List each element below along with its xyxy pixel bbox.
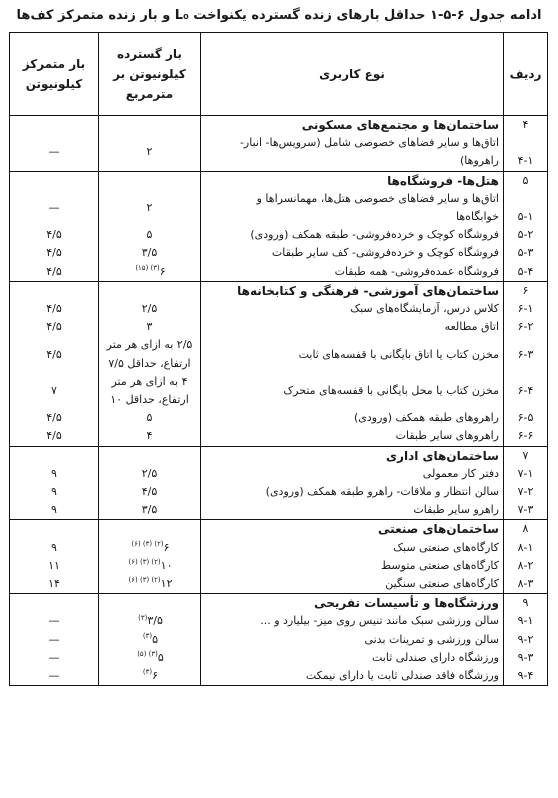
table-row bbox=[10, 190, 548, 226]
section-sports bbox=[10, 594, 548, 686]
usage-type: مخزن کتاب یا اتاق بایگانی با قفسه‌های ثابت bbox=[201, 336, 504, 372]
distributed-load: ۳/۵ bbox=[99, 501, 201, 520]
concentrated-load: — bbox=[10, 649, 99, 667]
table-row bbox=[10, 631, 548, 649]
distributed-load: ۶$^{(۳)}$ bbox=[99, 667, 201, 686]
row-number: ۹ bbox=[504, 594, 548, 613]
concentrated-load: ۱۴ bbox=[10, 575, 99, 594]
distributed-load: $۱۲^{(۲) (۳) (۶)}$ bbox=[99, 575, 201, 594]
concentrated-load: ۴/۵ bbox=[10, 300, 99, 318]
distributed-load: ۲/۵ به ازای هر متر ارتفاع، حداقل ۷/۵ bbox=[99, 336, 201, 372]
row-number: ۸-۳ bbox=[504, 575, 548, 594]
section-educational bbox=[10, 281, 548, 446]
section-industrial bbox=[10, 520, 548, 594]
usage-type: راهرو سایر طبقات bbox=[201, 501, 504, 520]
concentrated-load: — bbox=[10, 667, 99, 686]
section-heading-row bbox=[10, 116, 548, 135]
row-number: ۶-۲ bbox=[504, 318, 548, 336]
row-number: ۸-۱ bbox=[504, 539, 548, 557]
section-heading-row bbox=[10, 281, 548, 300]
usage-type: راهروهای طبقه همکف (ورودی) bbox=[201, 409, 504, 427]
row-number: ۶ bbox=[504, 281, 548, 300]
header-distributed-load: بار گسترده کیلونیوتن بر مترمربع bbox=[99, 33, 201, 116]
section-title: ساختمان‌های اداری bbox=[201, 446, 504, 465]
row-number: ۹-۲ bbox=[504, 631, 548, 649]
header-row bbox=[10, 33, 548, 116]
row-number: ۸-۲ bbox=[504, 557, 548, 575]
usage-type: فروشگاه کوچک و خرده‌فروشی- طبقه همکف (ورودی) bbox=[201, 226, 504, 244]
usage-type: فروشگاه عمده‌فروشی- همه طبقات bbox=[201, 263, 504, 282]
distributed-load: ۳/۵$^{(۳)}$ bbox=[99, 612, 201, 630]
table-title: ادامه جدول ۶-۵-۱ حداقل بارهای زنده گسترده یکنواخت L₀ و بار زنده متمرکز کف‌ها bbox=[16, 8, 542, 23]
distributed-load: $۶^{(۲) (۳) (۶)}$ bbox=[99, 539, 201, 557]
section-title: ساختمان‌ها و مجتمع‌های مسکونی bbox=[201, 116, 504, 135]
row-number: ۶-۳ bbox=[504, 336, 548, 372]
concentrated-load: — bbox=[10, 134, 99, 171]
row-number: ۷-۳ bbox=[504, 501, 548, 520]
table-row bbox=[10, 263, 548, 282]
table-row bbox=[10, 465, 548, 483]
concentrated-load: ۴/۵ bbox=[10, 409, 99, 427]
row-number: ۶-۵ bbox=[504, 409, 548, 427]
table-row bbox=[10, 539, 548, 557]
section-heading-row bbox=[10, 446, 548, 465]
distributed-load: ۵$^{(۳)}$ bbox=[99, 631, 201, 649]
usage-type: کارگاه‌های صنعتی سنگین bbox=[201, 575, 504, 594]
distributed-load: $۵^{(۳) (۵)}$ bbox=[99, 649, 201, 667]
distributed-load: $۱۰^{(۲) (۳) (۶)}$ bbox=[99, 557, 201, 575]
header-usage-type: نوع کاربری bbox=[201, 33, 504, 116]
concentrated-load: ۴/۵ bbox=[10, 263, 99, 282]
concentrated-load: ۴/۵ bbox=[10, 427, 99, 446]
table-row bbox=[10, 667, 548, 686]
section-title: ساختمان‌های آموزشی- فرهنگی و کتابخانه‌ها bbox=[201, 281, 504, 300]
header-row-number: ردیف bbox=[504, 33, 548, 116]
header-concentrated-load: بار متمرکز کیلونیوتن bbox=[10, 33, 99, 116]
usage-type: ورزشگاه دارای صندلی ثابت bbox=[201, 649, 504, 667]
table-row bbox=[10, 226, 548, 244]
table-row bbox=[10, 409, 548, 427]
usage-type: مخزن کتاب یا محل بایگانی با قفسه‌های متحرک bbox=[201, 373, 504, 409]
table-row bbox=[10, 373, 548, 409]
concentrated-load: — bbox=[10, 612, 99, 630]
section-heading-row bbox=[10, 171, 548, 190]
table-row bbox=[10, 575, 548, 594]
row-number: ۷-۱ bbox=[504, 465, 548, 483]
usage-type: کارگاه‌های صنعتی متوسط bbox=[201, 557, 504, 575]
distributed-load: $۶^{(۳) (۱۵)}$ bbox=[99, 263, 201, 282]
row-number: ۹-۴ bbox=[504, 667, 548, 686]
section-title: ساختمان‌های صنعتی bbox=[201, 520, 504, 539]
section-title: ورزشگاه‌ها و تأسیسات تفریحی bbox=[201, 594, 504, 613]
table-row bbox=[10, 557, 548, 575]
table-row bbox=[10, 427, 548, 446]
row-number: ۹-۳ bbox=[504, 649, 548, 667]
section-residential bbox=[10, 116, 548, 172]
usage-type: اتاق‌ها و سایر فضاهای خصوصی شامل (سرویس‌ها- انبار- راهروها) bbox=[201, 134, 504, 171]
section-office bbox=[10, 446, 548, 520]
table-row bbox=[10, 300, 548, 318]
usage-type: اتاق مطالعه bbox=[201, 318, 504, 336]
row-number: ۵ bbox=[504, 171, 548, 190]
concentrated-load: ۴/۵ bbox=[10, 336, 99, 372]
usage-type: اتاق‌ها و سایر فضاهای خصوصی هتل‌ها، مهمانسراها و خوابگاه‌ها bbox=[201, 190, 504, 226]
concentrated-load: ۴/۵ bbox=[10, 226, 99, 244]
distributed-load: ۳ bbox=[99, 318, 201, 336]
row-number: ۶-۱ bbox=[504, 300, 548, 318]
row-number: ۴-۱ bbox=[504, 134, 548, 171]
distributed-load: ۴ bbox=[99, 427, 201, 446]
section-title: هتل‌ها- فروشگاه‌ها bbox=[201, 171, 504, 190]
usage-type: سالن انتظار و ملاقات- راهرو طبقه همکف (ورودی) bbox=[201, 483, 504, 501]
concentrated-load: — bbox=[10, 631, 99, 649]
row-number: ۵-۱ bbox=[504, 190, 548, 226]
usage-type: دفتر کار معمولی bbox=[201, 465, 504, 483]
row-number: ۹-۱ bbox=[504, 612, 548, 630]
section-hotels-stores bbox=[10, 171, 548, 281]
usage-type: فروشگاه کوچک و خرده‌فروشی- کف سایر طبقات bbox=[201, 244, 504, 262]
table-row bbox=[10, 336, 548, 372]
section-heading-row bbox=[10, 594, 548, 613]
usage-type: سالن ورزشی و تمرینات بدنی bbox=[201, 631, 504, 649]
row-number: ۵-۳ bbox=[504, 244, 548, 262]
concentrated-load: ۴/۵ bbox=[10, 318, 99, 336]
table-row bbox=[10, 318, 548, 336]
row-number: ۴ bbox=[504, 116, 548, 135]
row-number: ۵-۲ bbox=[504, 226, 548, 244]
section-heading-row bbox=[10, 520, 548, 539]
concentrated-load: ۱۱ bbox=[10, 557, 99, 575]
table-row bbox=[10, 244, 548, 262]
concentrated-load: ۹ bbox=[10, 483, 99, 501]
distributed-load: ۴ به ازای هر متر ارتفاع، حداقل ۱۰ bbox=[99, 373, 201, 409]
usage-type: راهروهای سایر طبقات bbox=[201, 427, 504, 446]
row-number: ۶-۶ bbox=[504, 427, 548, 446]
row-number: ۷-۲ bbox=[504, 483, 548, 501]
table-row bbox=[10, 649, 548, 667]
table-row bbox=[10, 483, 548, 501]
table-row bbox=[10, 501, 548, 520]
distributed-load: ۵ bbox=[99, 226, 201, 244]
distributed-load: ۵ bbox=[99, 409, 201, 427]
concentrated-load: — bbox=[10, 190, 99, 226]
concentrated-load: ۴/۵ bbox=[10, 244, 99, 262]
usage-type: کارگاه‌های صنعتی سبک bbox=[201, 539, 504, 557]
distributed-load: ۳/۵ bbox=[99, 244, 201, 262]
row-number: ۷ bbox=[504, 446, 548, 465]
usage-type: سالن ورزشی سبک مانند تنیس روی میز- بیلیارد و ... bbox=[201, 612, 504, 630]
table-row bbox=[10, 612, 548, 630]
usage-type: کلاس درس، آزمایشگاه‌های سبک bbox=[201, 300, 504, 318]
concentrated-load: ۹ bbox=[10, 465, 99, 483]
distributed-load: ۲ bbox=[99, 134, 201, 171]
row-number: ۶-۴ bbox=[504, 373, 548, 409]
usage-type: ورزشگاه فاقد صندلی ثابت یا دارای نیمکت bbox=[201, 667, 504, 686]
distributed-load: ۲/۵ bbox=[99, 300, 201, 318]
live-loads-table bbox=[9, 32, 548, 686]
row-number: ۵-۴ bbox=[504, 263, 548, 282]
table-row bbox=[10, 134, 548, 171]
concentrated-load: ۷ bbox=[10, 373, 99, 409]
distributed-load: ۲/۵ bbox=[99, 465, 201, 483]
concentrated-load: ۹ bbox=[10, 501, 99, 520]
concentrated-load: ۹ bbox=[10, 539, 99, 557]
distributed-load: ۲ bbox=[99, 190, 201, 226]
distributed-load: ۴/۵ bbox=[99, 483, 201, 501]
row-number: ۸ bbox=[504, 520, 548, 539]
